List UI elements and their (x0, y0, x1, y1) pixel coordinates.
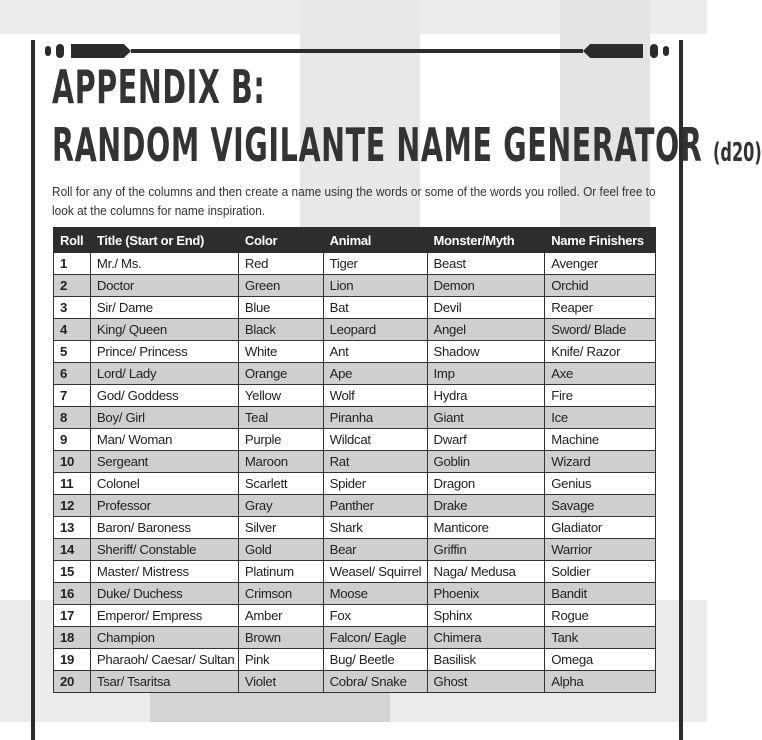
page-title-line2 (52, 118, 762, 172)
animal-cell: Panther (323, 495, 427, 517)
roll-cell: 19 (54, 649, 91, 671)
roll-cell: 17 (54, 605, 91, 627)
roll-cell: 14 (54, 539, 91, 561)
table-row (54, 341, 656, 363)
dice-label: (d20) (713, 138, 762, 168)
finisher-cell: Ice (545, 407, 656, 429)
animal-cell: Wildcat (323, 429, 427, 451)
animal-cell: Moose (323, 583, 427, 605)
color-cell: Gold (238, 539, 323, 561)
finisher-cell: Soldier (545, 561, 656, 583)
finisher-cell: Wizard (545, 451, 656, 473)
monster-cell: Phoenix (427, 583, 545, 605)
roll-cell: 9 (54, 429, 91, 451)
frame-dot-icon (650, 44, 658, 58)
intro-text: Roll for any of the columns and then create a name using the words or some of the words you rolled. Or feel free to look at the columns for name inspiration. (52, 184, 656, 218)
title-cell: Champion (90, 627, 238, 649)
table-row (54, 627, 656, 649)
monster-cell: Dragon (427, 473, 545, 495)
table-row (54, 649, 656, 671)
roll-cell: 5 (54, 341, 91, 363)
color-cell: Amber (238, 605, 323, 627)
monster-cell: Giant (427, 407, 545, 429)
animal-cell: Rat (323, 451, 427, 473)
color-cell: Green (238, 275, 323, 297)
roll-cell: 10 (54, 451, 91, 473)
title-cell: Boy/ Girl (90, 407, 238, 429)
color-cell: Brown (238, 627, 323, 649)
title-cell: Emperor/ Empress (90, 605, 238, 627)
frame-cap-left (71, 44, 131, 58)
page-title-text: RANDOM VIGILANTE NAME GENERATOR (52, 118, 703, 172)
animal-cell: Lion (323, 275, 427, 297)
title-cell: Duke/ Duchess (90, 583, 238, 605)
animal-cell: Leopard (323, 319, 427, 341)
animal-cell: Bat (323, 297, 427, 319)
color-cell: Black (238, 319, 323, 341)
roll-cell: 15 (54, 561, 91, 583)
table-row (54, 517, 656, 539)
column-header-finisher: Name Finishers (545, 228, 656, 253)
title-cell: Sir/ Dame (90, 297, 238, 319)
color-cell: White (238, 341, 323, 363)
frame-cap-right (583, 44, 643, 58)
animal-cell: Bear (323, 539, 427, 561)
page-title-line1: APPENDIX B: (52, 60, 266, 114)
monster-cell: Hydra (427, 385, 545, 407)
roll-cell: 8 (54, 407, 91, 429)
title-cell: Tsar/ Tsaritsa (90, 671, 238, 693)
frame-dot-icon (663, 46, 669, 56)
title-cell: Sergeant (90, 451, 238, 473)
finisher-cell: Bandit (545, 583, 656, 605)
finisher-cell: Warrior (545, 539, 656, 561)
title-cell: God/ Goddess (90, 385, 238, 407)
title-cell: Sheriff/ Constable (90, 539, 238, 561)
title-cell: Prince/ Princess (90, 341, 238, 363)
title-cell: Colonel (90, 473, 238, 495)
color-cell: Teal (238, 407, 323, 429)
monster-cell: Dwarf (427, 429, 545, 451)
table-row (54, 473, 656, 495)
roll-cell: 20 (54, 671, 91, 693)
table-row (54, 429, 656, 451)
table-row (54, 319, 656, 341)
roll-cell: 1 (54, 253, 91, 275)
title-cell: Baron/ Baroness (90, 517, 238, 539)
column-header-color: Color (238, 228, 323, 253)
roll-cell: 12 (54, 495, 91, 517)
color-cell: Crimson (238, 583, 323, 605)
table-row (54, 605, 656, 627)
monster-cell: Chimera (427, 627, 545, 649)
color-cell: Silver (238, 517, 323, 539)
color-cell: Platinum (238, 561, 323, 583)
table-row (54, 539, 656, 561)
finisher-cell: Rogue (545, 605, 656, 627)
animal-cell: Weasel/ Squirrel (323, 561, 427, 583)
monster-cell: Imp (427, 363, 545, 385)
animal-cell: Fox (323, 605, 427, 627)
animal-cell: Piranha (323, 407, 427, 429)
color-cell: Orange (238, 363, 323, 385)
animal-cell: Ape (323, 363, 427, 385)
monster-cell: Ghost (427, 671, 545, 693)
table-row (54, 275, 656, 297)
finisher-cell: Alpha (545, 671, 656, 693)
table-row (54, 253, 656, 275)
monster-cell: Demon (427, 275, 545, 297)
color-cell: Yellow (238, 385, 323, 407)
title-cell: Lord/ Lady (90, 363, 238, 385)
title-cell: Pharaoh/ Caesar/ Sultan (90, 649, 238, 671)
roll-cell: 2 (54, 275, 91, 297)
monster-cell: Devil (427, 297, 545, 319)
frame-dot-icon (45, 46, 51, 56)
finisher-cell: Machine (545, 429, 656, 451)
animal-cell: Wolf (323, 385, 427, 407)
finisher-cell: Knife/ Razor (545, 341, 656, 363)
monster-cell: Manticore (427, 517, 545, 539)
table-row (54, 561, 656, 583)
monster-cell: Sphinx (427, 605, 545, 627)
finisher-cell: Sword/ Blade (545, 319, 656, 341)
color-cell: Blue (238, 297, 323, 319)
table-row (54, 451, 656, 473)
roll-cell: 11 (54, 473, 91, 495)
animal-cell: Shark (323, 517, 427, 539)
roll-cell: 7 (54, 385, 91, 407)
monster-cell: Beast (427, 253, 545, 275)
roll-cell: 18 (54, 627, 91, 649)
title-cell: Doctor (90, 275, 238, 297)
animal-cell: Ant (323, 341, 427, 363)
animal-cell: Tiger (323, 253, 427, 275)
title-cell: Mr./ Ms. (90, 253, 238, 275)
frame-line (131, 49, 583, 53)
frame-dot-icon (56, 44, 64, 58)
color-cell: Violet (238, 671, 323, 693)
title-cell: King/ Queen (90, 319, 238, 341)
finisher-cell: Omega (545, 649, 656, 671)
monster-cell: Drake (427, 495, 545, 517)
monster-cell: Goblin (427, 451, 545, 473)
monster-cell: Shadow (427, 341, 545, 363)
monster-cell: Angel (427, 319, 545, 341)
finisher-cell: Avenger (545, 253, 656, 275)
roll-cell: 6 (54, 363, 91, 385)
roll-cell: 4 (54, 319, 91, 341)
finisher-cell: Savage (545, 495, 656, 517)
color-cell: Gray (238, 495, 323, 517)
finisher-cell: Axe (545, 363, 656, 385)
table-row (54, 671, 656, 693)
finisher-cell: Genius (545, 473, 656, 495)
table-row (54, 363, 656, 385)
animal-cell: Bug/ Beetle (323, 649, 427, 671)
animal-cell: Falcon/ Eagle (323, 627, 427, 649)
table-row (54, 385, 656, 407)
animal-cell: Cobra/ Snake (323, 671, 427, 693)
column-header-roll: Roll (54, 228, 91, 253)
color-cell: Pink (238, 649, 323, 671)
finisher-cell: Gladiator (545, 517, 656, 539)
finisher-cell: Reaper (545, 297, 656, 319)
color-cell: Maroon (238, 451, 323, 473)
column-header-title: Title (Start or End) (90, 228, 238, 253)
color-cell: Purple (238, 429, 323, 451)
table-row (54, 297, 656, 319)
title-cell: Professor (90, 495, 238, 517)
table-row (54, 583, 656, 605)
monster-cell: Naga/ Medusa (427, 561, 545, 583)
table-row (54, 495, 656, 517)
table-header-row (54, 228, 656, 253)
monster-cell: Griffin (427, 539, 545, 561)
roll-cell: 13 (54, 517, 91, 539)
monster-cell: Basilisk (427, 649, 545, 671)
finisher-cell: Fire (545, 385, 656, 407)
color-cell: Scarlett (238, 473, 323, 495)
title-cell: Master/ Mistress (90, 561, 238, 583)
column-header-monster: Monster/Myth (427, 228, 545, 253)
finisher-cell: Orchid (545, 275, 656, 297)
animal-cell: Spider (323, 473, 427, 495)
roll-cell: 16 (54, 583, 91, 605)
color-cell: Red (238, 253, 323, 275)
top-frame-bar (31, 44, 683, 58)
table-body (54, 253, 656, 693)
column-header-animal: Animal (323, 228, 427, 253)
finisher-cell: Tank (545, 627, 656, 649)
roll-cell: 3 (54, 297, 91, 319)
title-cell: Man/ Woman (90, 429, 238, 451)
name-generator-table (53, 227, 656, 693)
table-row (54, 407, 656, 429)
